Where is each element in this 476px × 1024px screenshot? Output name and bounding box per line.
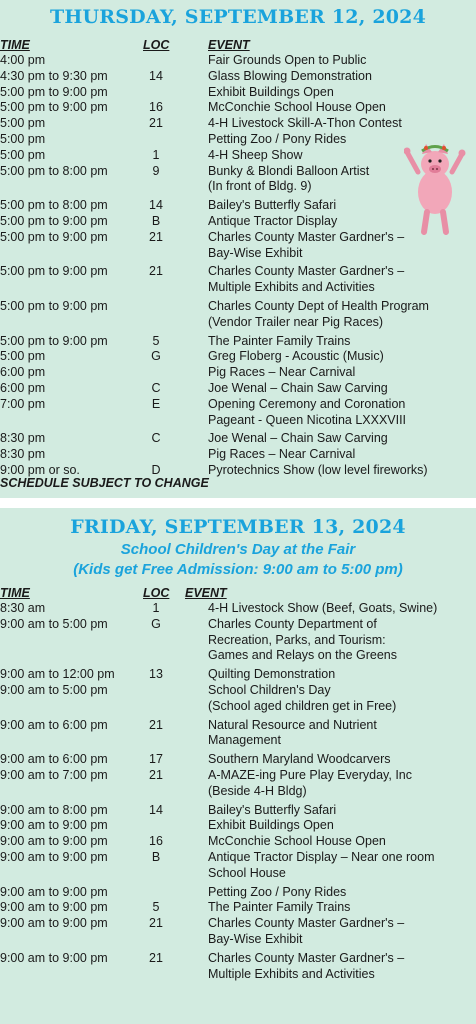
event-line: Petting Zoo / Pony Rides — [208, 884, 347, 899]
event-name — [208, 916, 470, 948]
event-line: Multiple Exhibits and Activities — [208, 966, 375, 981]
event-line: Charles County Dept of Health Program — [208, 299, 429, 313]
time-header: TIME — [0, 586, 30, 600]
event-time: 5:00 pm — [0, 132, 46, 146]
event-time: 9:00 am to 6:00 pm — [0, 752, 108, 767]
event-time: 9:00 am to 8:00 pm — [0, 802, 108, 817]
event-line: Games and Relays on the Greens — [208, 648, 397, 663]
event-location: G — [151, 616, 161, 631]
loc-header: LOC — [143, 586, 170, 600]
event-line: Bailey's Butterfly Safari — [208, 802, 337, 817]
event-line: (In front of Bldg. 9) — [208, 179, 312, 194]
event-line: Charles County Department of — [208, 616, 377, 631]
event-line: 4-H Livestock Skill-A-Thon Contest — [208, 116, 402, 131]
event-name — [208, 431, 470, 447]
event-line: Bunky & Blondi Balloon Artist — [208, 163, 370, 178]
thursday-title: THURSDAY, SEPTEMBER 12, 2024 — [49, 6, 427, 28]
event-line: Bailey's Butterfly Safari — [208, 198, 337, 213]
schedule-note: SCHEDULE SUBJECT TO CHANGE — [0, 476, 209, 490]
event-location: 13 — [149, 667, 163, 682]
event-location: 14 — [149, 198, 163, 213]
event-line: Charles County Master Gardner's – — [208, 229, 405, 244]
dancing-pig-icon — [404, 142, 466, 237]
event-time: 5:00 pm to 9:00 pm — [0, 229, 108, 244]
event-location: 1 — [152, 601, 160, 615]
event-name — [208, 397, 470, 429]
event-location: 14 — [149, 68, 163, 83]
thursday-panel — [0, 0, 476, 498]
event-line: The Painter Family Trains — [208, 900, 351, 915]
friday-title: FRIDAY, SEPTEMBER 13, 2024 — [70, 516, 406, 538]
event-name — [208, 803, 470, 819]
event-time: 8:30 am — [0, 601, 46, 615]
event-location: 21 — [149, 264, 163, 279]
event-line: Recreation, Parks, and Tourism: — [208, 632, 386, 647]
event-time: 8:30 pm — [0, 431, 46, 446]
event-time: 5:00 pm to 9:00 pm — [0, 214, 108, 228]
event-time: 4:00 pm — [0, 53, 46, 67]
event-name — [208, 951, 470, 983]
event-name — [208, 818, 470, 834]
event-line: Charles County Master Gardner's – — [208, 950, 405, 965]
event-line: Antique Tractor Display – Near one room — [208, 850, 435, 864]
event-location: D — [151, 463, 161, 477]
event-location: 5 — [152, 900, 160, 915]
event-time: 9:00 am to 5:00 pm — [0, 616, 108, 631]
event-line: Joe Wenal – Chain Saw Carving — [208, 431, 388, 446]
event-name — [208, 365, 470, 381]
event-time: 5:00 pm to 8:00 pm — [0, 198, 108, 213]
event-line: Fair Grounds Open to Public — [208, 53, 367, 67]
event-line: Pig Races – Near Carnival — [208, 447, 356, 462]
event-time: 5:00 pm — [0, 349, 46, 364]
event-location: E — [151, 396, 161, 411]
event-line: 4-H Livestock Show (Beef, Goats, Swine) — [208, 601, 438, 615]
event-location: B — [151, 214, 161, 228]
event-time: 9:00 am to 5:00 pm — [0, 683, 108, 697]
event-line: Pageant - Queen Nicotina LXXXVIII — [208, 412, 407, 427]
event-time: 5:00 pm — [0, 147, 46, 162]
event-name — [208, 349, 470, 365]
event-name — [208, 768, 470, 800]
event-line: Joe Wenal – Chain Saw Carving — [208, 381, 388, 395]
event-time: 8:30 pm — [0, 447, 46, 462]
event-line: Glass Blowing Demonstration — [208, 68, 372, 83]
event-line: Natural Resource and Nutrient — [208, 717, 377, 732]
event-location: 14 — [149, 802, 163, 817]
event-location: 21 — [149, 768, 163, 782]
event-location: 21 — [149, 916, 163, 931]
event-line: McConchie School House Open — [208, 834, 386, 849]
event-name — [208, 85, 470, 101]
friday-subtitle: School Children's Day at the Fair — [120, 541, 356, 558]
event-line: Multiple Exhibits and Activities — [208, 280, 375, 295]
event-time: 9:00 am to 9:00 pm — [0, 818, 108, 833]
event-name — [208, 752, 470, 768]
event-time: 5:00 pm — [0, 116, 46, 131]
event-name — [208, 53, 470, 69]
event-time: 5:00 pm to 8:00 pm — [0, 163, 108, 178]
event-location: 17 — [149, 752, 163, 767]
event-location: B — [151, 850, 161, 864]
event-line: McConchie School House Open — [208, 100, 386, 115]
event-time: 9:00 am to 9:00 pm — [0, 884, 108, 899]
event-name — [208, 601, 470, 617]
event-time: 5:00 pm to 9:00 pm — [0, 299, 108, 313]
event-time: 5:00 pm to 9:00 pm — [0, 84, 108, 99]
event-time: 6:00 pm — [0, 381, 46, 395]
event-line: Exhibit Buildings Open — [208, 84, 334, 99]
event-line: 4-H Sheep Show — [208, 147, 303, 162]
event-line: (School aged children get in Free) — [208, 698, 397, 713]
time-header: TIME — [0, 38, 30, 52]
event-name — [208, 718, 470, 750]
event-location: 21 — [149, 717, 163, 732]
event-name — [208, 447, 470, 463]
event-time: 6:00 pm — [0, 365, 46, 380]
event-time: 5:00 pm to 9:00 pm — [0, 333, 108, 348]
event-line: Greg Floberg - Acoustic (Music) — [208, 349, 384, 364]
event-line: Charles County Master Gardner's – — [208, 264, 405, 279]
event-name — [208, 617, 470, 664]
event-line: (Vendor Trailer near Pig Races) — [208, 314, 384, 329]
event-name — [208, 381, 470, 397]
event-line: Opening Ceremony and Coronation — [208, 396, 406, 411]
friday-admission-note: (Kids get Free Admission: 9:00 am to 5:00 pm) — [73, 561, 403, 578]
event-line: School House — [208, 865, 286, 880]
event-location: C — [151, 431, 161, 446]
event-time: 7:00 pm — [0, 396, 46, 411]
event-line: School Children's Day — [208, 683, 331, 697]
friday-panel — [0, 508, 476, 1024]
event-time: 9:00 am to 12:00 pm — [0, 667, 115, 682]
event-location: 9 — [152, 163, 160, 178]
event-name — [208, 834, 470, 850]
event-time: 4:30 pm to 9:30 pm — [0, 68, 108, 83]
event-time: 9:00 am to 9:00 pm — [0, 916, 108, 931]
event-name — [208, 299, 470, 331]
event-line: A-MAZE-ing Pure Play Everyday, Inc — [208, 768, 413, 782]
event-time: 9:00 am to 7:00 pm — [0, 768, 108, 782]
event-name — [208, 264, 470, 296]
event-line: (Beside 4-H Bldg) — [208, 783, 307, 798]
event-line: Pyrotechnics Show (low level fireworks) — [208, 463, 428, 477]
event-name — [208, 850, 470, 882]
event-name — [208, 463, 470, 479]
event-line: Petting Zoo / Pony Rides — [208, 132, 347, 146]
event-location: G — [151, 349, 161, 364]
event-header: EVENT — [185, 586, 227, 600]
event-time: 5:00 pm to 9:00 pm — [0, 100, 108, 115]
event-name — [208, 100, 470, 116]
event-name — [208, 683, 470, 715]
event-location: 21 — [149, 116, 163, 131]
event-line: Pig Races – Near Carnival — [208, 365, 356, 380]
event-time: 9:00 am to 6:00 pm — [0, 717, 108, 732]
event-location: 5 — [152, 333, 160, 348]
event-line: Exhibit Buildings Open — [208, 818, 334, 833]
event-line: Management — [208, 733, 281, 748]
event-name — [208, 116, 470, 132]
event-line: Antique Tractor Display — [208, 214, 338, 228]
event-name — [208, 69, 470, 85]
event-location: C — [151, 381, 161, 395]
event-time: 5:00 pm to 9:00 pm — [0, 264, 108, 279]
event-name — [208, 667, 470, 683]
loc-header: LOC — [143, 38, 170, 52]
event-header: EVENT — [208, 38, 250, 52]
event-name — [208, 900, 470, 916]
event-time: 9:00 am to 9:00 pm — [0, 850, 108, 864]
event-line: Southern Maryland Woodcarvers — [208, 752, 391, 767]
event-location: 16 — [149, 834, 163, 849]
event-line: Bay-Wise Exhibit — [208, 931, 303, 946]
event-time: 9:00 am to 9:00 pm — [0, 900, 108, 915]
event-time: 9:00 am to 9:00 pm — [0, 834, 108, 849]
event-name — [208, 334, 470, 350]
event-time: 9:00 pm or so. — [0, 463, 80, 477]
event-time: 9:00 am to 9:00 pm — [0, 950, 108, 965]
event-location: 21 — [149, 950, 163, 965]
event-line: Charles County Master Gardner's – — [208, 916, 405, 931]
event-location: 21 — [149, 229, 163, 244]
event-location: 1 — [152, 147, 160, 162]
event-name — [208, 885, 470, 901]
event-line: Bay-Wise Exhibit — [208, 245, 303, 260]
event-location: 16 — [149, 100, 163, 115]
event-line: Quilting Demonstration — [208, 667, 336, 682]
event-line: The Painter Family Trains — [208, 333, 351, 348]
